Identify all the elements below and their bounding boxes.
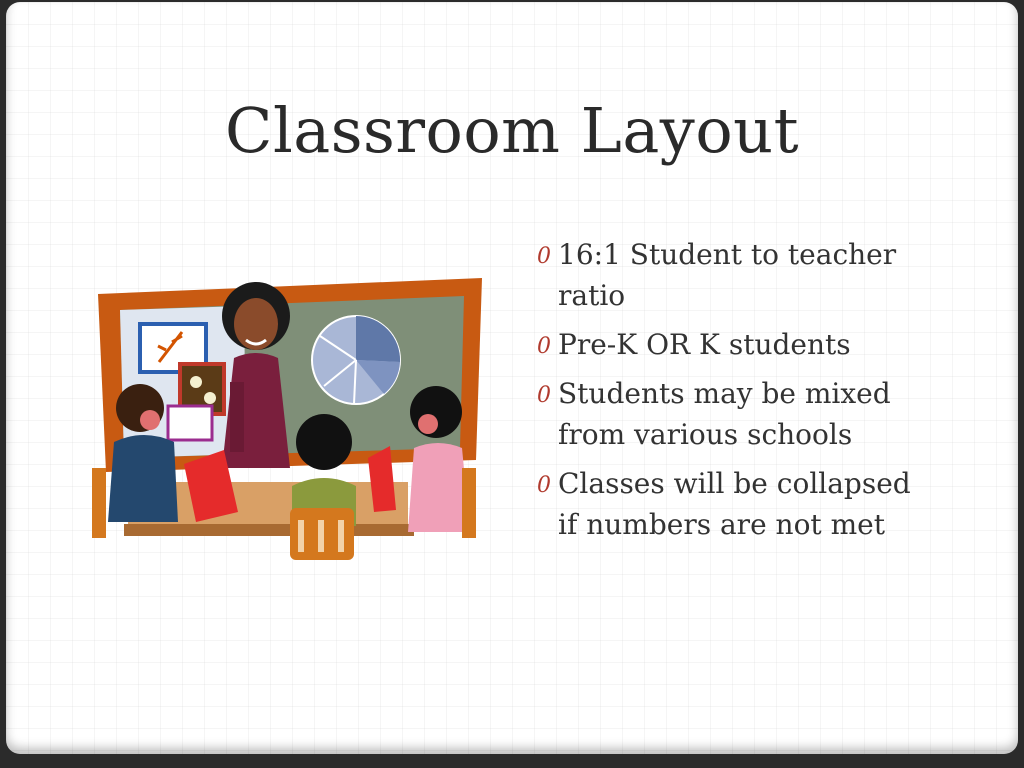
bullet-item bbox=[534, 463, 934, 545]
bullet-item bbox=[534, 324, 934, 365]
bullet-text: Pre-K OR K students bbox=[558, 328, 851, 361]
bullet-text: Classes will be collapsed if numbers are not met bbox=[558, 467, 911, 541]
classroom-clipart bbox=[84, 272, 484, 572]
bullet-marker: 0 bbox=[537, 383, 551, 408]
bullet-item bbox=[534, 373, 934, 455]
slide-title: Classroom Layout bbox=[225, 94, 799, 167]
bullet-list bbox=[534, 234, 934, 553]
bullet-marker: 0 bbox=[537, 334, 551, 359]
slide bbox=[6, 2, 1018, 754]
bullet-marker: 0 bbox=[537, 473, 551, 498]
bullet-item bbox=[534, 234, 934, 316]
bullet-marker: 0 bbox=[537, 244, 551, 269]
bullet-text: Students may be mixed from various schools bbox=[558, 377, 891, 451]
bullet-text: 16:1 Student to teacher ratio bbox=[558, 238, 897, 312]
